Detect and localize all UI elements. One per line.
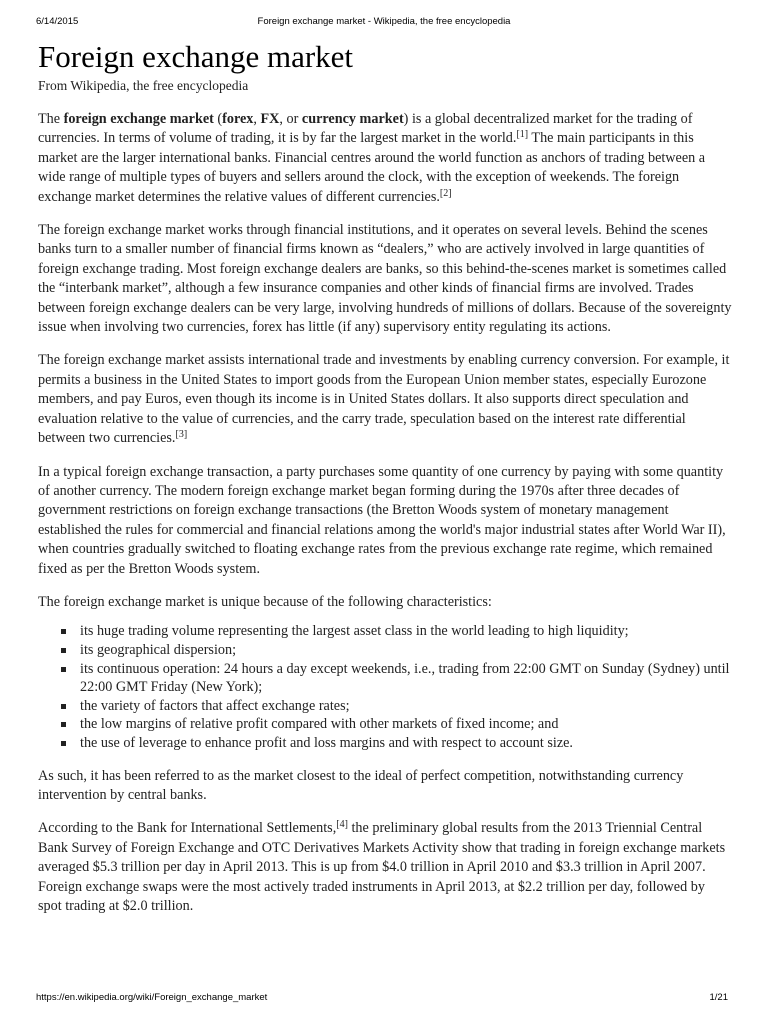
paragraph-history: In a typical foreign exchange transaction, a party purchases some quantity of one currency by paying with some quantity of another currency. The modern foreign exchange market began forming during the 1970s after three decades of government restrictions on foreign exchange transactions (the Bretton Woods system of monetary management established the rules for commercial and financial relations among the world's major industrial states after World War II), when countries gradually switched to floating exchange rates from the previous exchange rate regime, which remained fixed as per the Bretton Woods system. [38, 463, 726, 577]
reference-link-3[interactable]: [3] [175, 429, 188, 441]
characteristics-list [38, 622, 732, 752]
term-foreign-exchange-market: foreign exchange market [63, 111, 214, 127]
paragraph-bis-survey: According to the Bank for International Settlements,[4] the preliminary global results from the 2013 Triennial Central Bank Survey of Foreign Exchange and OTC Derivatives Markets Activity show that trading in foreign exchange markets averaged $5.3 trillion per day in April 2013. This is up from $4.0 trillion in April 2010 and $3.3 trillion in April 2007. Foreign exchange swaps were the most actively traded instruments in April 2013, at $2.2 trillion per day, followed by spot trading at $2.0 trillion. [38, 819, 726, 914]
list-item: the variety of factors that affect exchange rates; [80, 697, 732, 716]
term-fx: FX [260, 111, 280, 127]
bullet-square-icon [61, 648, 66, 653]
bullet-square-icon [61, 704, 66, 709]
term-currency-market: currency market [301, 111, 404, 127]
print-page-title: Foreign exchange market - Wikipedia, the free encyclopedia [257, 16, 511, 27]
article-subtitle: From Wikipedia, the free encyclopedia [38, 78, 249, 93]
intro-paragraph: The foreign exchange market (forex, FX, or currency market) is a global decentralized market for the trading of currencies. In terms of volume of trading, it is by far the largest market in the world.[1] The main participants in this market are the larger international banks. Financial centres around the world function as anchors of trading between a wide range of multiple types of buyers and sellers around the clock, with the exception of weekends. The foreign exchange market determines the relative values of different currencies.[2] [38, 111, 706, 205]
article-content [38, 40, 732, 916]
paragraph-characteristics-intro: The foreign exchange market is unique because of the following characteristics: [38, 593, 492, 610]
list-item: the use of leverage to enhance profit and loss margins and with respect to account size. [80, 734, 732, 753]
bullet-square-icon [61, 629, 66, 634]
reference-link-2[interactable]: [2] [439, 187, 452, 199]
paragraph-competition: As such, it has been referred to as the market closest to the ideal of perfect competition, notwithstanding currency intervention by central banks. [38, 767, 684, 803]
list-item: its geographical dispersion; [80, 641, 732, 660]
print-date: 6/14/2015 [36, 16, 79, 27]
paragraph-dealers: The foreign exchange market works through financial institutions, and it operates on several levels. Behind the scenes banks turn to a smaller number of financial firms known as “dealers,” who are actively involved in large quantities of foreign exchange trading. Most foreign exchange dealers are banks, so this behind-the-scenes market is sometimes called the “interbank market”, although a few insurance companies and other kinds of financial firms are involved. Trades between foreign exchange dealers can be very large, involving hundreds of millions of dollars. Because of the sovereignty issue when involving two currencies, forex has little (if any) supervisory entity regulating its actions. [38, 222, 732, 336]
list-item: its huge trading volume representing the largest asset class in the world leading to high liquidity; [80, 622, 732, 641]
print-header [36, 16, 732, 30]
reference-link-1[interactable]: [1] [516, 129, 529, 141]
bullet-square-icon [61, 741, 66, 746]
print-url: https://en.wikipedia.org/wiki/Foreign_exchange_market [36, 992, 268, 1003]
reference-link-4[interactable]: [4] [336, 819, 348, 831]
article-title: Foreign exchange market [38, 39, 354, 74]
bullet-square-icon [61, 667, 66, 672]
list-item: its continuous operation: 24 hours a day except weekends, i.e., trading from 22:00 GMT on Sunday (Sydney) until 22:00 GMT Friday (New York); [80, 660, 732, 697]
page-number: 1/21 [709, 992, 728, 1003]
paragraph-trade-conversion: The foreign exchange market assists international trade and investments by enabling currency conversion. For example, it permits a business in the United States to import goods from the European Union member states, especially Eurozone members, and pay Euros, even though its income is in United States dollars. It also supports direct speculation and evaluation relative to the value of currencies, and the carry trade, speculation based on the interest rate differential between two currencies.[3] [38, 352, 730, 447]
bullet-square-icon [61, 722, 66, 727]
list-item: the low margins of relative profit compared with other markets of fixed income; and [80, 715, 732, 734]
term-forex: forex [222, 111, 254, 127]
print-footer [36, 992, 732, 1006]
